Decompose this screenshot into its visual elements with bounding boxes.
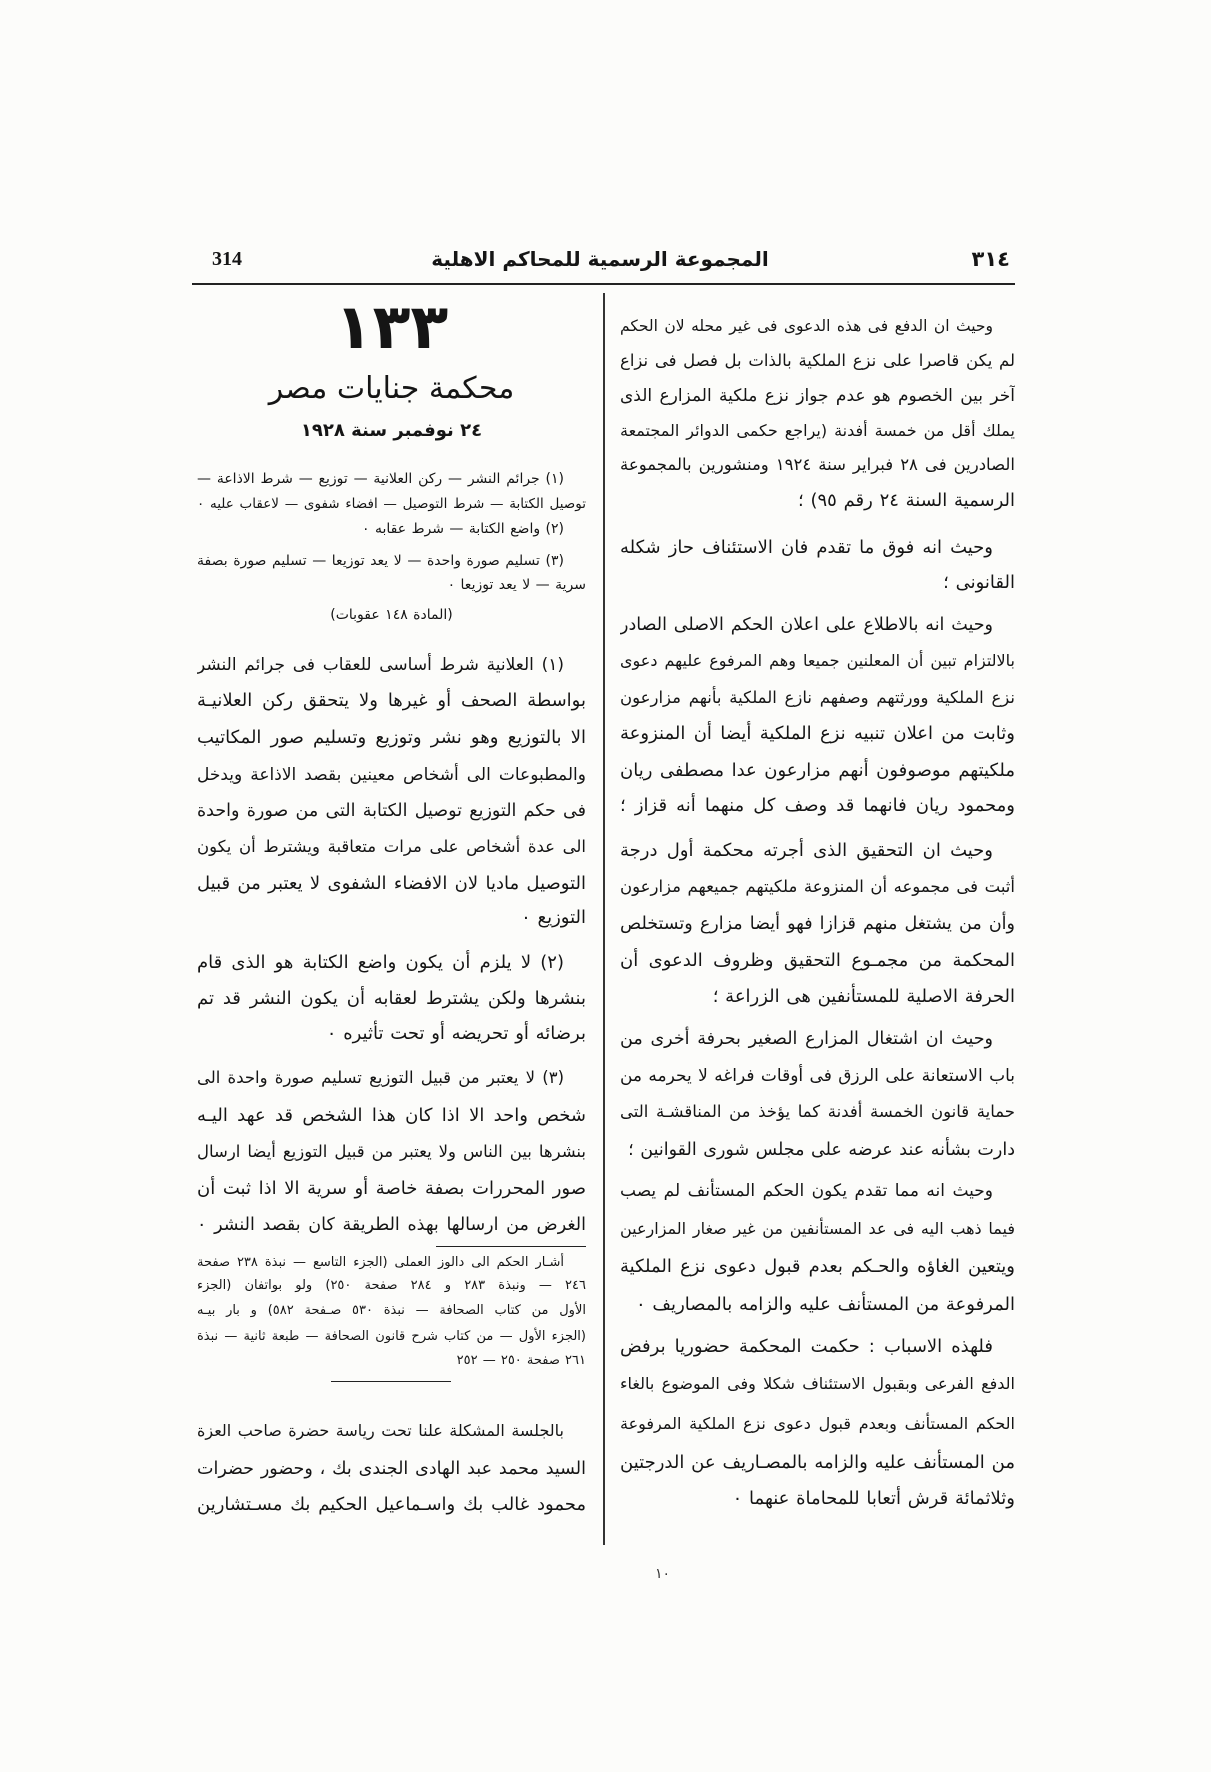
- text-line: الرسمية السنة ٢٤ رقم ٩٥) ؛: [798, 490, 1015, 511]
- reference-line: (الجزء الأول — من كتاب شرح قانون الصحافة — طبعة ثانية — نبذة: [197, 1329, 586, 1344]
- case-number: ١٣٣: [334, 290, 449, 363]
- principle-line: صور المحررات بصفة خاصة أو سرية الا اذا ثبت أن: [197, 1178, 586, 1199]
- judgment-date: ٢٤ نوفمبر سنة ١٩٢٨: [300, 420, 483, 441]
- text-line: وحيث انه بالاطلاع على اعلان الحكم الاصلى الصادر: [620, 615, 993, 635]
- text-line: من المستأنف عليه والزامه بالمصـاريف عن الدرجتين: [620, 1452, 1015, 1473]
- principle-line: بنشرها ولكن يشترط لعقابه أن يكون النشر قد تم: [197, 988, 586, 1009]
- text-line: الصادرين فى ٢٨ فبراير سنة ١٩٢٤ ومنشورين بالمجموعة: [620, 455, 1015, 474]
- text-line: وحيث ان التحقيق الذى أجرته محكمة أول درجة: [620, 840, 993, 861]
- principle-line: (٢) لا يلزم أن يكون واضع الكتابة هو الذى قام: [197, 952, 564, 973]
- principle-line: الى عدة أشخاص على مرات متعاقبة ويشترط أن يكون: [197, 837, 586, 856]
- headnote-line: (٢) واضع الكتابة — شرط عقابه ٠: [362, 521, 564, 537]
- principle-line: بواسطة الصحف أو غيرها ولا يتحقق ركن العلانيـة: [197, 690, 586, 711]
- reference-line: ٢٦١ صفحة ٢٥٠ — ٢٥٢: [456, 1353, 586, 1368]
- reference-line: أشـار الحكم الى دالوز العملى (الجزء التاسع — نبذة ٢٣٨ صفحة: [197, 1255, 564, 1270]
- text-line: الحكم المستأنف وبعدم قبول دعوى نزع الملكية المرفوعة: [620, 1414, 1015, 1433]
- text-line: ويتعين الغاؤه والحـكم بعدم قبول دعوى نزع الملكية: [620, 1256, 1015, 1277]
- signature-mark: ١٠: [655, 1566, 671, 1582]
- text-line: باب الاستعانة على الرزق فى أوقات فراغه لا يحرمه من: [620, 1066, 1015, 1086]
- principle-line: بنشرها بين الناس ولا يعتبر من قبيل التوزيع أيضا ارسال: [197, 1142, 586, 1161]
- text-line: ومحمود ريان فانهما قد وصف كل منهما أنه قزاز ؛: [620, 795, 1015, 816]
- text-line: وحيث ان اشتغال المزارع الصغير بحرفة أخرى من: [620, 1029, 993, 1049]
- running-title: المجموعة الرسمية للمحاكم الاهلية: [431, 247, 769, 271]
- principle-line: (١) العلانية شرط أساسى للعقاب فى جرائم النشر: [197, 655, 564, 675]
- text-line: المرفوعة من المستأنف عليه والزامه بالمصاريف ٠: [636, 1294, 1015, 1315]
- text-line: بالالتزام تبين أن المعلنين جميعا وهم المرفوع عليهم دعوى: [620, 651, 1015, 670]
- text-line: ملكيتهم موصوفون أنهم مزارعون عدا مصطفى ريان: [620, 760, 1015, 781]
- text-line: فيما ذهب اليه فى عد المستأنفين من غير صغار المزارعين: [620, 1219, 1015, 1238]
- text-line: الدفع الفرعى وبقبول الاستئناف شكلا وفى الموضوع بالغاء: [620, 1374, 1015, 1393]
- text-line: وأن من يشتغل منهم قزازا فهو أيضا مزارع وتستخلص: [620, 914, 1015, 934]
- text-line: نزع الملكية وورثتهم وصفهم نازع الملكية بأنهم مزارعون: [620, 688, 1015, 707]
- text-line: آخر بين الخصوم هو عدم جواز نزع ملكية المزارع الذى: [620, 386, 1015, 406]
- text-line: فلهذه الاسباب : حكمت المحكمة حضوريا برفض: [620, 1336, 993, 1357]
- principle-line: الغرض من ارسالها بهذه الطريقة كان بقصد النشر ٠: [197, 1215, 586, 1235]
- column-divider: [603, 293, 605, 1545]
- principle-line: برضائه أو تحريضه أو تحت تأثيره ٠: [326, 1023, 586, 1044]
- principle-line: شخص واحد الا اذا كان هذا الشخص قد عهد اليـه: [197, 1105, 586, 1126]
- session-line: السيد محمد عبد الهادى الجندى بك ، وحضور حضرات: [197, 1459, 586, 1479]
- text-line: وحيث ان الدفع فى هذه الدعوى فى غير محله لان الحكم: [620, 317, 993, 335]
- headnote-line: سرية — لا يعد توزيعا ٠: [447, 577, 586, 593]
- reference-line: ٢٤٦ — ونبذة ٢٨٣ و ٢٨٤ صفحة ٢٥٠) ولو بواتفان (الجزء: [197, 1278, 586, 1293]
- text-line: الحرفة الاصلية للمستأنفين هى الزراعة ؛: [712, 986, 1015, 1007]
- headnote-line: (٣) تسليم صورة واحدة — لا يعد توزيعا — تسليم صورة بصفة: [197, 553, 564, 569]
- text-line: حماية قانون الخمسة أفدنة كما يؤخذ من المناقشـة التى: [620, 1102, 1015, 1121]
- header-rule: [192, 283, 1015, 285]
- principle-line: فى حكم التوزيع توصيل الكتابة التى من صورة واحدة: [197, 801, 586, 821]
- session-line: محمود غالب بك واسـماعيل الحكيم بك مسـتشارين: [197, 1494, 586, 1515]
- principle-line: والمطبوعات الى أشخاص معينين بقصد الاذاعة ويدخل: [197, 765, 586, 785]
- reference-line: الأول من كتاب الصحافة — نبذة ٥٣٠ صـفحة ٥٨٢) و بار بيـه: [197, 1303, 586, 1318]
- article-reference: (المادة ١٤٨ عقوبات): [330, 607, 453, 623]
- text-line: وثابت من اعلان تنبيه نزع الملكية أيضا أن المنزوعة: [620, 723, 1015, 744]
- principle-line: التوزيع ٠: [521, 907, 586, 928]
- text-line: المحكمة من مجمـوع التحقيق وظروف الدعوى أن: [620, 950, 1015, 971]
- principle-line: (٣) لا يعتبر من قبيل التوزيع تسليم صورة واحدة الى: [197, 1068, 564, 1087]
- text-line: لم يكن قاصرا على نزع الملكية بالذات بل فصل فى نزاع: [620, 351, 1015, 370]
- text-line: وحيث انه فوق ما تقدم فان الاستئناف حاز شكله: [620, 537, 993, 558]
- session-line: بالجلسة المشكلة علنا تحت رياسة حضرة صاحب العزة: [197, 1421, 564, 1440]
- text-line: أثبت فى مجموعه أن المنزوعة ملكيتهم جميعهم مزارعون: [620, 877, 1015, 896]
- principle-line: التوصيل ماديا لان الافضاء الشفوى لا يعتبر من قبيل: [197, 873, 586, 894]
- text-line: القانونى ؛: [943, 572, 1015, 593]
- page-number-arabic: ٣١٤: [971, 247, 1010, 271]
- text-line: وثلاثمائة قرش أتعابا للمحاماة عنهما ٠: [732, 1488, 1015, 1509]
- court-name: محكمة جنايات مصر: [268, 371, 515, 406]
- principle-line: الا بالتوزيع وهو نشر وتوزيع وتسليم صور المكاتيب: [197, 727, 586, 748]
- text-line: دارت بشأنه عند عرضه على مجلس شورى القوانين ؛: [628, 1140, 1015, 1160]
- headnote-line: (١) جرائم النشر — ركن العلانية — توزيع — شرط الاذاعة —: [197, 471, 564, 487]
- footnote-rule: [436, 1246, 586, 1247]
- text-line: يملك أقل من خمسة أفدنة (يراجع حكمى الدوائر المجتمعة: [620, 421, 1015, 440]
- section-rule: [331, 1381, 451, 1382]
- text-line: وحيث انه مما تقدم يكون الحكم المستأنف لم يصب: [620, 1181, 993, 1201]
- page-number-latin: 314: [212, 248, 242, 270]
- headnote-line: توصيل الكتابة — شرط التوصيل — افضاء شفوى — لاعقاب عليه ٠: [197, 496, 586, 512]
